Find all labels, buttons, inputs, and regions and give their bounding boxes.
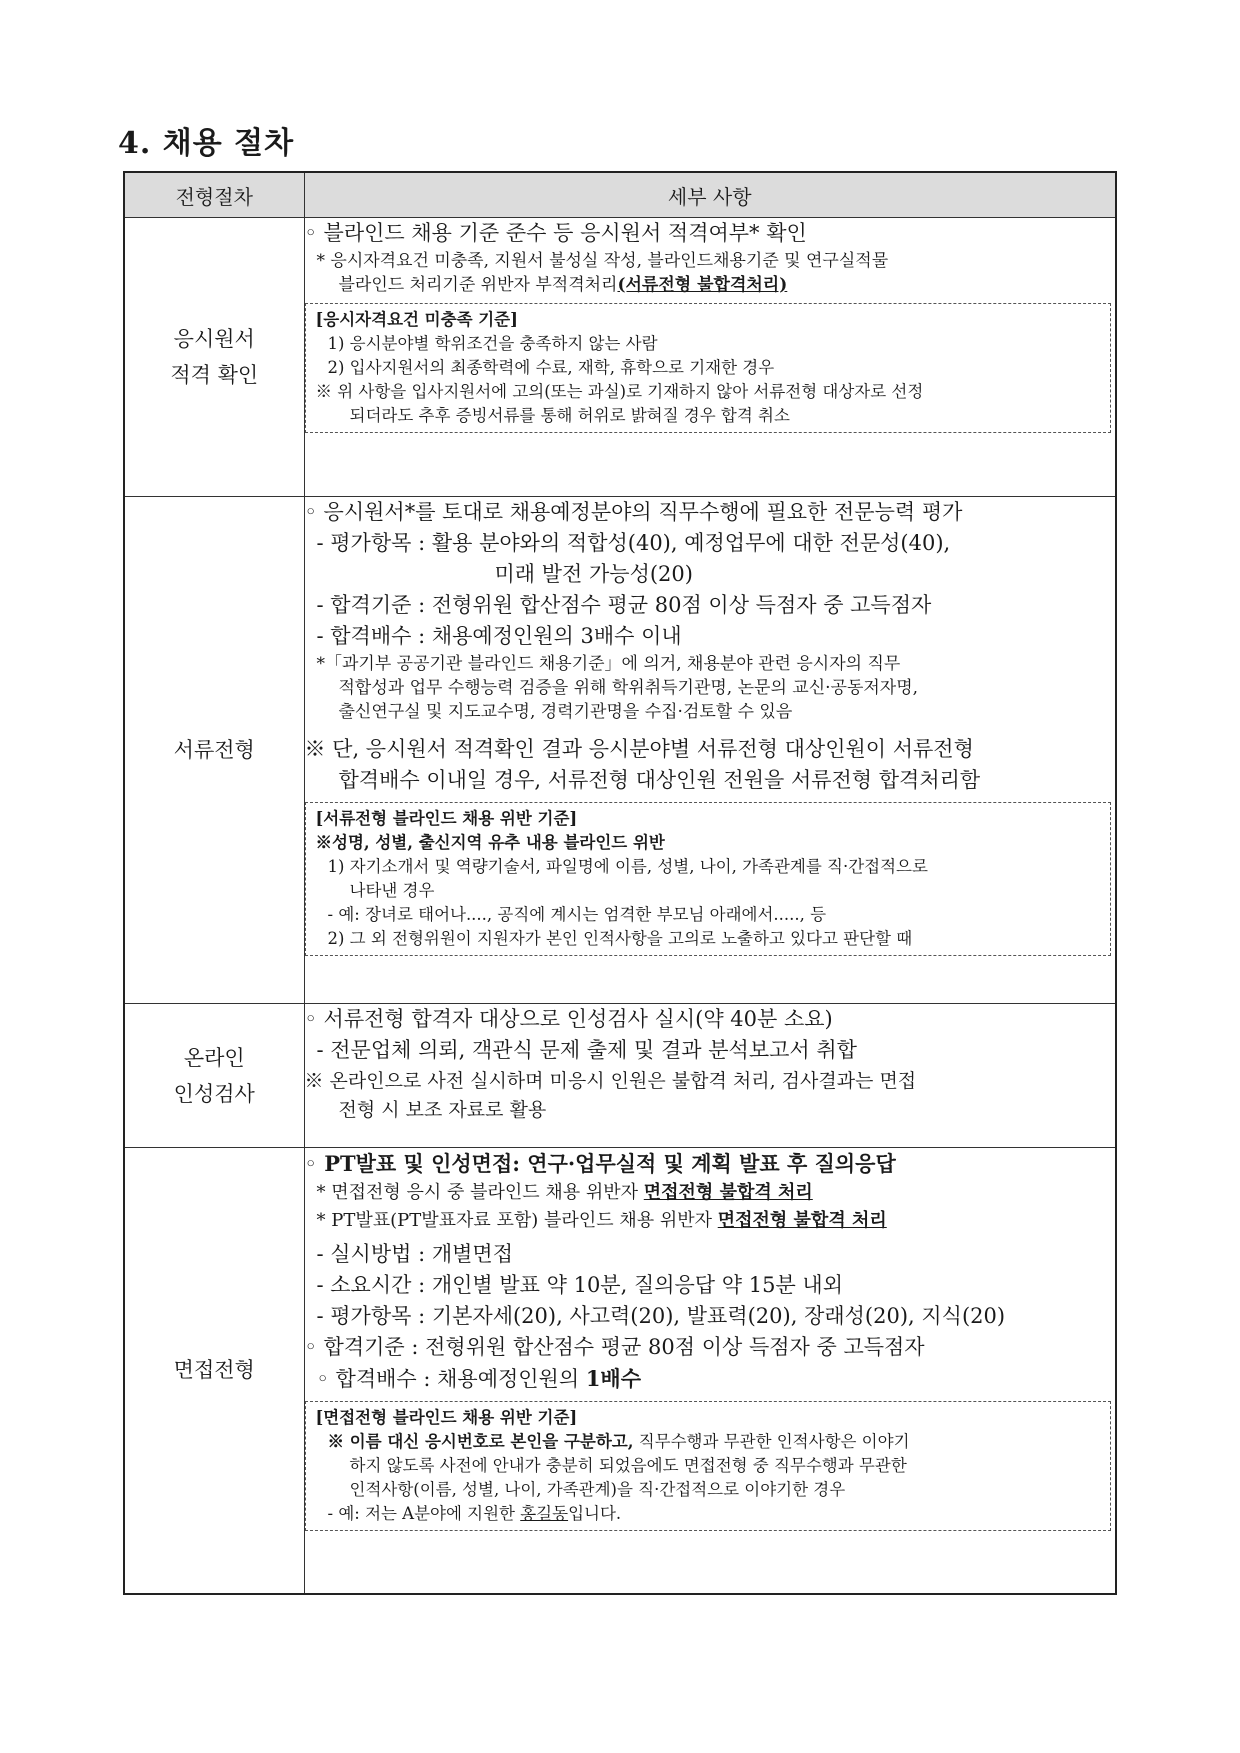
emphasis-text: 면접전형 불합격 처리 (643, 1182, 813, 1203)
emphasis-text: 1배수 (585, 1366, 641, 1391)
note-line (305, 1179, 1116, 1207)
box-line: 1) 자기소개서 및 역량기술서, 파일명에 이름, 성별, 나이, 가족관계를 직·간접적으로 (327, 857, 928, 876)
box-text: 직무수행과 무관한 인적사항은 이야기 (633, 1432, 910, 1451)
note-line: * 응시자격요건 미충족, 지원서 불성실 작성, 블라인드채용기준 및 연구실적물 (316, 251, 889, 271)
detail-line: ◦ PT발표 및 인성면접: 연구·업무실적 및 계획 발표 후 질의응답 (304, 1151, 896, 1176)
box-text: 입니다. (568, 1504, 622, 1523)
box-line: 2) 그 외 전형위원이 지원자가 본인 인적사항을 고의로 노출하고 있다고 판단할 때 (327, 929, 913, 948)
box-line (316, 1502, 1101, 1526)
box-title: [면접전형 블라인드 채용 위반 기준] (315, 1408, 578, 1427)
box-title: [응시자격요건 미충족 기준] (315, 310, 518, 329)
detail-cell (304, 1148, 1116, 1594)
detail-line: - 평가항목 : 기본자세(20), 사고력(20), 발표력(20), 장래성(20), 지식(20) (316, 1304, 1006, 1328)
note-text: * 면접전형 응시 중 블라인드 채용 위반자 (316, 1182, 644, 1203)
box-emphasis: ※ 이름 대신 응시번호로 본인을 구분하고, (327, 1432, 634, 1451)
note-line (305, 1207, 1116, 1235)
detail-line: - 소요시간 : 개인별 발표 약 10분, 질의응답 약 15분 내외 (316, 1273, 843, 1297)
criteria-box (305, 802, 1112, 956)
table-row (124, 1148, 1116, 1594)
detail-line: 전형 시 보조 자료로 활용 (338, 1099, 547, 1121)
box-text: - 예: 저는 A분야에 지원한 (327, 1504, 521, 1523)
note-line: 출신연구실 및 지도교수명, 경력기관명을 수집·검토할 수 있음 (338, 702, 793, 722)
section-title: 4. 채용 절차 (118, 126, 295, 161)
detail-line: ◦ 서류전형 합격자 대상으로 인성검사 실시(약 40분 소요) (304, 1007, 833, 1031)
box-line: 되더라도 추후 증빙서류를 통해 허위로 밝혀질 경우 합격 취소 (349, 406, 790, 425)
note-text: 블라인드 처리기준 위반자 부적격처리 (338, 275, 618, 295)
box-line: ※ 위 사항을 입사지원서에 고의(또는 과실)로 기재하지 않아 서류전형 대상자로 선정 (315, 382, 924, 401)
stage-label: 온라인 (183, 1045, 245, 1070)
detail-line: 미래 발전 가능성(20) (494, 562, 693, 586)
stage-label: 서류전형 (173, 738, 255, 762)
detail-line: - 합격기준 : 전형위원 합산점수 평균 80점 이상 득점자 중 고득점자 (316, 593, 932, 617)
stage-label: 응시원서 (173, 327, 255, 351)
detail-cell (304, 1004, 1116, 1148)
header-details: 세부 사항 (304, 172, 1116, 218)
table-row (124, 1004, 1116, 1148)
detail-line: - 합격배수 : 채용예정인원의 3배수 이내 (316, 624, 682, 648)
detail-line: ◦ 합격기준 : 전형위원 합산점수 평균 80점 이상 득점자 중 고득점자 (304, 1335, 925, 1359)
table-row (124, 497, 1116, 1004)
stage-cell (124, 1148, 304, 1594)
box-line: 하지 않도록 사전에 안내가 충분히 되었음에도 면접전형 중 직무수행과 무관한 (349, 1456, 907, 1475)
box-line: 인적사항(이름, 성별, 나이, 가족관계)을 직·간접적으로 이야기한 경우 (349, 1480, 846, 1499)
detail-line: ◦ 응시원서*를 토대로 채용예정분야의 직무수행에 필요한 전문능력 평가 (304, 500, 963, 524)
detail-cell (304, 497, 1116, 1004)
emphasis-text: 면접전형 불합격 처리 (717, 1210, 887, 1231)
detail-line: 합격배수 이내일 경우, 서류전형 대상인원 전원을 서류전형 합격처리함 (338, 768, 981, 792)
detail-line: - 실시방법 : 개별면접 (316, 1242, 513, 1266)
note-line (305, 273, 1116, 297)
table-header-row (124, 172, 1116, 218)
box-title: [서류전형 블라인드 채용 위반 기준] (315, 809, 578, 828)
table-row (124, 218, 1116, 497)
detail-cell (304, 218, 1116, 497)
stage-cell (124, 218, 304, 497)
detail-line (305, 1363, 1116, 1395)
recruitment-procedure-table (123, 171, 1117, 1595)
criteria-box (305, 303, 1112, 433)
detail-line: - 평가항목 : 활용 분야와의 적합성(40), 예정업무에 대한 전문성(40), (316, 531, 951, 555)
note-text: * PT발표(PT발표자료 포함) 블라인드 채용 위반자 (316, 1210, 718, 1231)
stage-cell (124, 1004, 304, 1148)
detail-line: ◦ 블라인드 채용 기준 준수 등 응시원서 적격여부* 확인 (304, 221, 807, 245)
box-line (316, 1430, 1101, 1454)
detail-text: ◦ 합격배수 : 채용예정인원의 (316, 1367, 586, 1391)
box-line: 1) 응시분야별 학위조건을 충족하지 않는 사람 (327, 334, 658, 353)
header-stage: 전형절차 (124, 172, 304, 218)
detail-line: ※ 온라인으로 사전 실시하며 미응시 인원은 불합격 처리, 검사결과는 면접 (304, 1070, 917, 1092)
box-line: 2) 입사지원서의 최종학력에 수료, 재학, 휴학으로 기재한 경우 (327, 358, 775, 377)
box-line: - 예: 장녀로 태어나...., 공직에 계시는 엄격한 부모님 아래에서....., 등 (327, 905, 827, 924)
box-underlined: 홍길동 (520, 1504, 569, 1523)
emphasis-text: (서류전형 불합격처리) (617, 275, 788, 295)
stage-label: 면접전형 (173, 1358, 255, 1383)
stage-cell (124, 497, 304, 1004)
detail-line: ※ 단, 응시원서 적격확인 결과 응시분야별 서류전형 대상인원이 서류전형 (304, 737, 974, 761)
box-line: ※성명, 성별, 출신지역 유추 내용 블라인드 위반 (315, 833, 665, 852)
criteria-box (305, 1401, 1112, 1531)
box-line: 나타낸 경우 (349, 881, 435, 900)
note-line: *「과기부 공공기관 블라인드 채용기준」에 의거, 채용분야 관련 응시자의 직무 (316, 654, 901, 674)
note-line: 적합성과 업무 수행능력 검증을 위해 학위취득기관명, 논문의 교신·공동저자명, (338, 678, 919, 698)
detail-line: - 전문업체 의뢰, 객관식 문제 출제 및 결과 분석보고서 취합 (316, 1038, 857, 1062)
stage-label: 인성검사 (173, 1081, 255, 1106)
stage-label: 적격 확인 (170, 363, 259, 387)
